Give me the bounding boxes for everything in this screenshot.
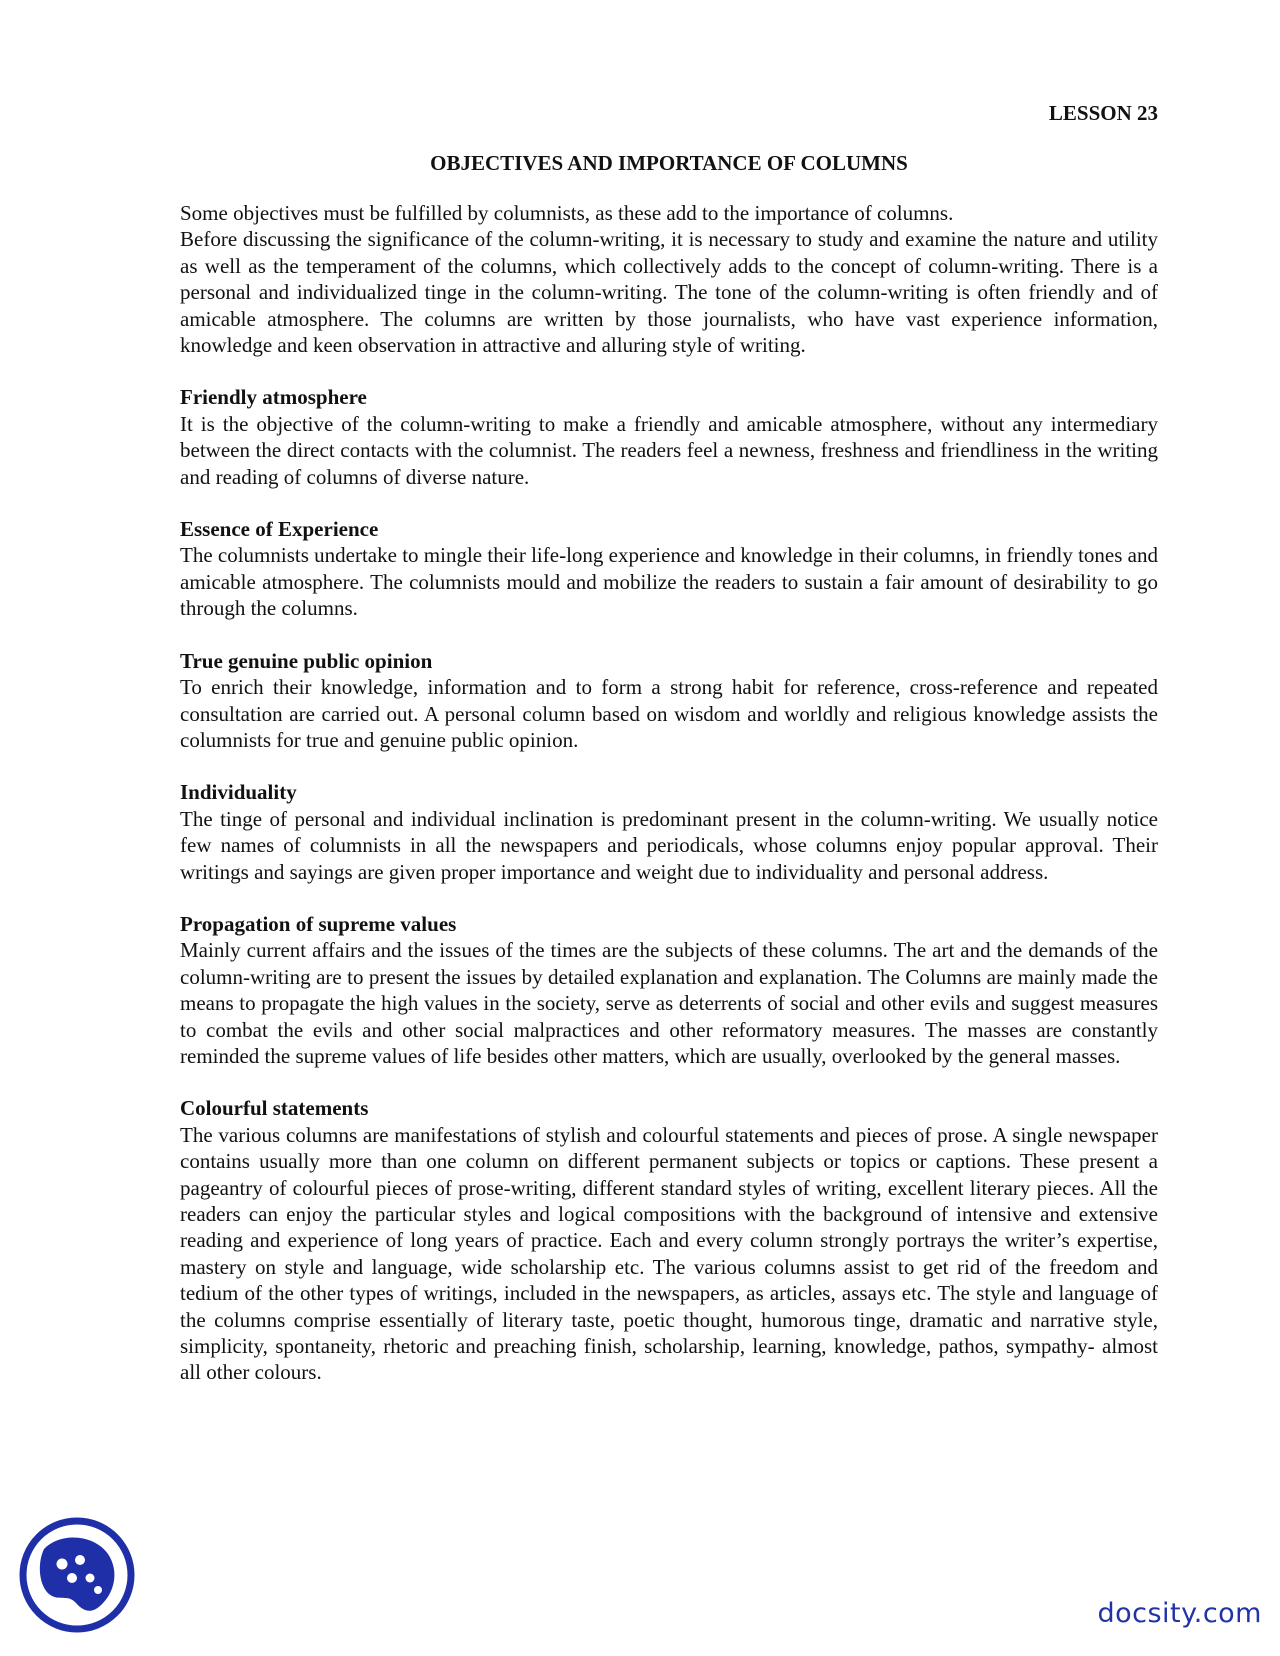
section-heading: Colourful statements	[180, 1096, 369, 1121]
section-body: Mainly current affairs and the issues of the times are the subjects of these columns. The art and the demands of the column-writing are to present the issues by detailed explanation and explanation. The Columns are mainly made the means to propagate the high values in the society, serve as deterrents of social and other evils and suggest measures to combat the evils and other social malpractices and other reformatory measures. The masses are constantly reminded the supreme values of life besides other matters, which are usually, overlooked by the general masses.	[180, 938, 1158, 1068]
section-heading: Individuality	[180, 780, 297, 805]
section-essence-of-experience	[180, 516, 1158, 622]
section-supreme-values	[180, 911, 1158, 1069]
section-body: The various columns are manifestations of stylish and colourful statements and pieces of prose. A single newspaper contains usually more than one column on different permanent subjects or topics or captions. These present a pageantry of colourful pieces of prose-writing, different standard styles of writing, excellent literary pieces. All the readers can enjoy the particular styles and logical compositions with the background of intensive and extensive reading and experience of long years of practice. Each and every column strongly portrays the writer’s expertise, mastery on style and language, wide scholarship etc. The various columns assist to get rid of the freedom and tedium of the other types of writings, included in the newspapers, as articles, assays etc. The style and language of the columns comprise essentially of literary taste, poetic thought, humorous tinge, dramatic and narrative style, simplicity, spontaneity, rhetoric and preaching finish, scholarship, learning, knowledge, pathos, sympathy- almost all other colours.	[180, 1122, 1158, 1385]
section-friendly-atmosphere	[180, 384, 1158, 490]
section-individuality	[180, 779, 1158, 885]
document-page	[180, 100, 1158, 1386]
section-heading: True genuine public opinion	[180, 648, 433, 673]
section-body: To enrich their knowledge, information and to form a strong habit for reference, cross-reference and repeated consultation are carried out. A personal column based on wisdom and worldly and religious knowledge assists the columnists for true and genuine public opinion.	[180, 675, 1158, 752]
intro-paragraph-2: Before discussing the significance of the column-writing, it is necessary to study and examine the nature and utility as well as the temperament of the columns, which collectively adds to the concept of column-writing. There is a personal and individualized tinge in the column-writing. The tone of the column-writing is often friendly and of amicable atmosphere. The columns are written by those journalists, who have vast experience information, knowledge and keen observation in attractive and alluring style of writing.	[180, 227, 1158, 358]
section-heading: Essence of Experience	[180, 517, 379, 542]
section-colourful-statements	[180, 1095, 1158, 1385]
lesson-number: LESSON 23	[1048, 101, 1158, 125]
docsity-logo-icon[interactable]	[18, 1516, 136, 1634]
section-body: The columnists undertake to mingle their life-long experience and knowledge in their columns, in friendly tones and amicable atmosphere. The columnists mould and mobilize the readers to sustain a fair amount of desirability to go through the columns.	[180, 543, 1158, 621]
section-public-opinion	[180, 648, 1158, 754]
docsity-brand-link[interactable]: docsity.com	[1097, 1598, 1262, 1629]
page-title: OBJECTIVES AND IMPORTANCE OF COLUMNS	[430, 151, 908, 175]
section-heading: Friendly atmosphere	[180, 385, 367, 410]
section-heading: Propagation of supreme values	[180, 911, 457, 936]
intro-paragraph-1: Some objectives must be fulfilled by columnists, as these add to the importance of columns.	[180, 201, 954, 225]
section-body: The tinge of personal and individual inclination is predominant present in the column-writing. We usually notice few names of columnists in all the newspapers and periodicals, whose columns enjoy popular approval. Their writings and sayings are given proper importance and weight due to individuality and personal address.	[180, 806, 1158, 884]
section-body: It is the objective of the column-writing to make a friendly and amicable atmosphere, without any intermediary between the direct contacts with the columnist. The readers feel a newness, freshness and friendliness in the writing and reading of columns of diverse nature.	[180, 411, 1158, 489]
